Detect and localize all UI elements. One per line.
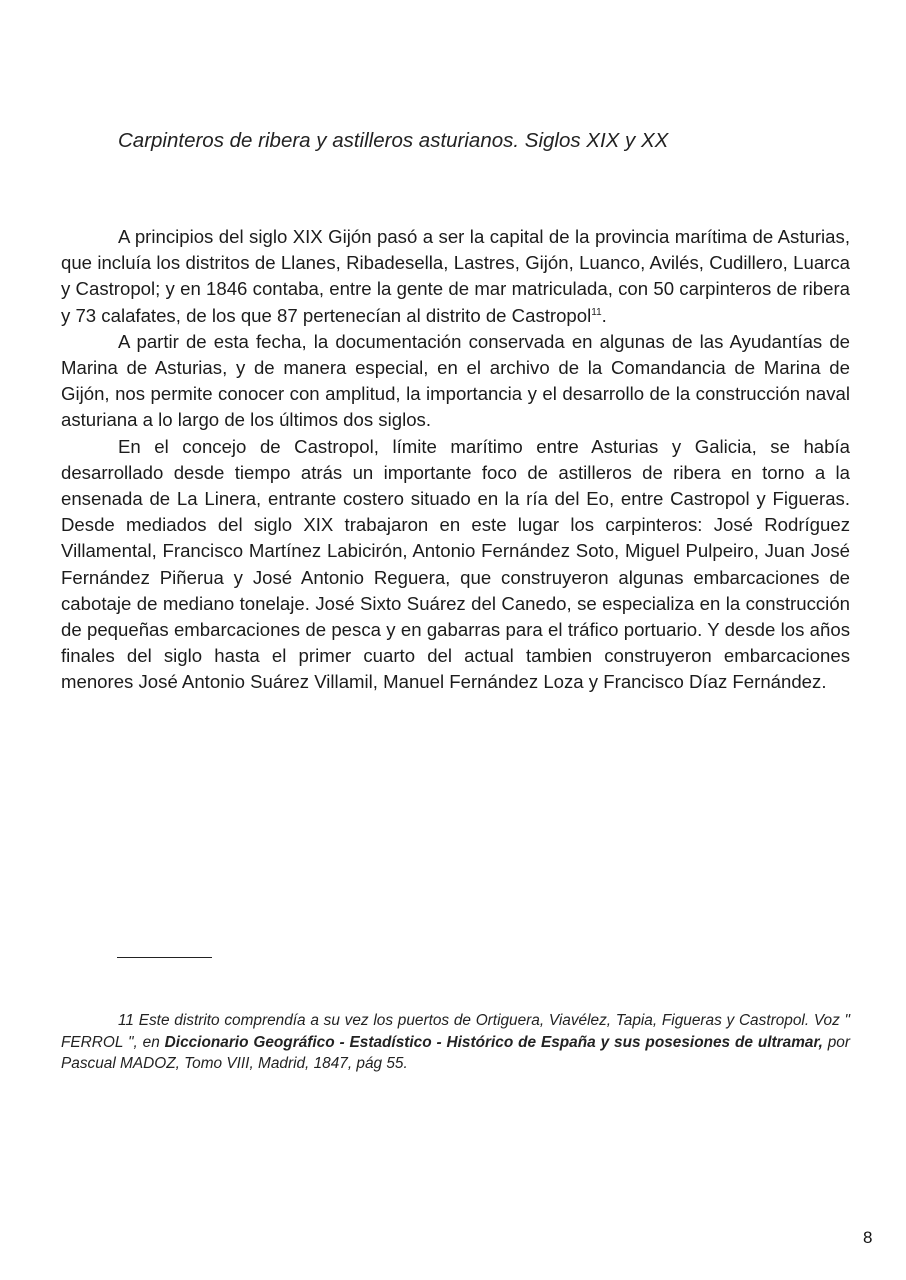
body-text	[61, 224, 850, 696]
running-title: Carpinteros de ribera y astilleros asturianos. Siglos XIX y XX	[118, 129, 669, 152]
footnote-divider	[117, 957, 212, 958]
footnote-book-title: Diccionario Geográfico - Estadístico - Histórico de España y sus posesiones de ultramar,	[164, 1033, 823, 1051]
paragraph-2: A partir de esta fecha, la documentación conservada en algunas de las Ayudantías de Marina de Asturias, y de manera especial, en el archivo de la Comandancia de Marina de Gijón, nos permite conocer con amplitud, la importancia y el desarrollo de la construcción naval asturiana a lo largo de los últimos dos siglos.	[61, 330, 850, 431]
paragraph-3: En el concejo de Castropol, límite marítimo entre Asturias y Galicia, se había desarrollado desde tiempo atrás un importante foco de astilleros de ribera en torno a la ensenada de La Linera, entrante costero situado en la ría del Eo, entre Castropol y Figueras. Desde mediados del siglo XIX trabajaron en este lugar los carpinteros: José Rodríguez Villamental, Francisco Martínez Labicirón, Antonio Fernández Soto, Miguel Pulpeiro, Juan José Fernández Piñerua y José Antonio Reguera, que construyeron algunas embarcaciones de cabotaje de mediano tonelaje. José Sixto Suárez del Canedo, se especializa en la construcción de pequeñas embarcaciones de pesca y en gabarras para el tráfico portuario. Y desde los años finales del siglo hasta el primer cuarto del actual tambien construyeron embarcaciones menores José Antonio Suárez Villamil, Manuel Fernández Loza y Francisco Díaz Fernández.	[61, 435, 850, 693]
footnote-number: 11	[118, 1012, 134, 1029]
page-number: 8	[863, 1228, 873, 1247]
paragraph-1-end: .	[601, 304, 607, 326]
footnote-text-1: Este distrito comprendía a su vez los puertos de Ortiguera, Viavélez, Tapia, Figueras y Castropol. Voz " FERROL ", en	[61, 1012, 850, 1051]
footnote-text-2: por Pascual MADOZ, Tomo VIII, Madrid, 1847, pág 55.	[61, 1033, 850, 1073]
paragraph-1	[61, 224, 850, 329]
footnote-reference: 11	[591, 306, 602, 318]
paragraph-1-text: A principios del siglo XIX Gijón pasó a ser la capital de la provincia marítima de Asturias, que incluía los distritos de Llanes, Ribadesella, Lastres, Gijón, Luanco, Avilés, Cudillero, Luarca y Castropol; y en 1846 contaba, entre la gente de mar matriculada, con 50 carpinteros de ribera y 73 calafates, de los que 87 pertenecían al distrito de Castropol	[61, 226, 850, 326]
footnote	[61, 1010, 850, 1075]
